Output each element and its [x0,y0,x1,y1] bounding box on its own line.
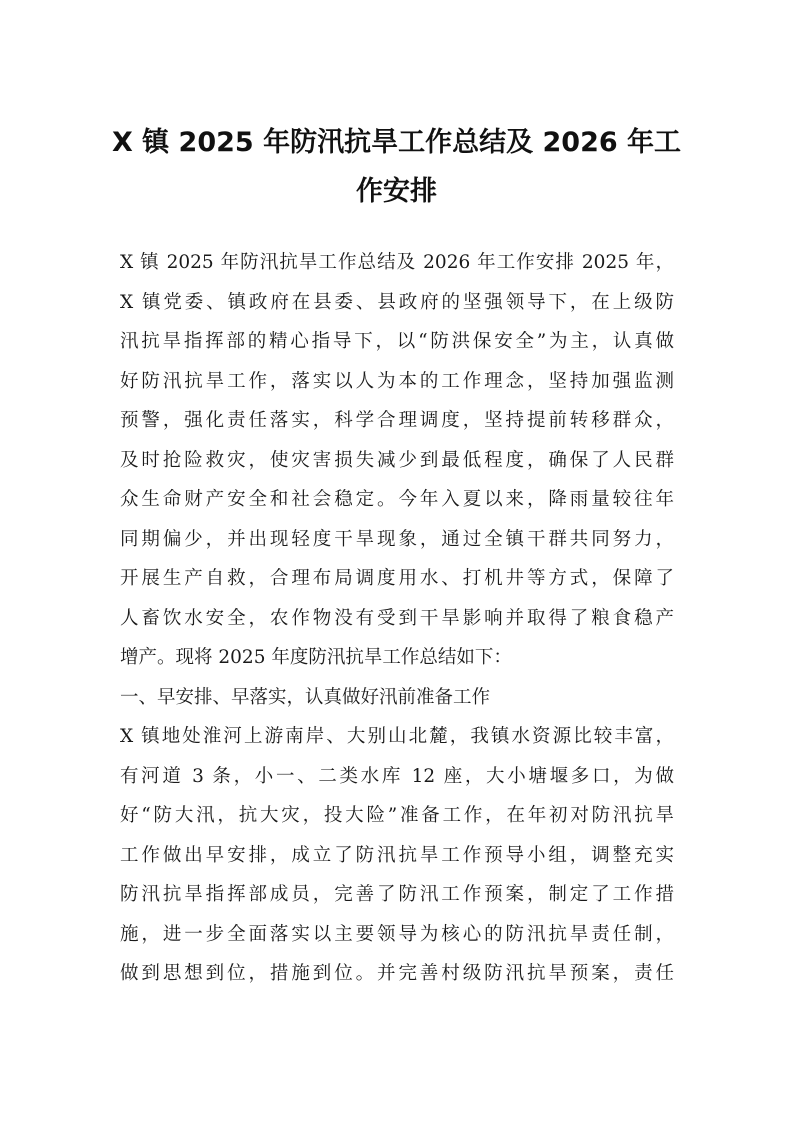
document-title-line-1: X 镇 2025 年防汛抗旱工作总结及 2026 年工 [111,127,682,158]
body-line: 人畜饮水安全，农作物没有受到干旱影响并取得了粮食稳产 [120,607,674,629]
body-line: X 镇 2025 年防汛抗旱工作总结及 2026 年工作安排 2025 年， [120,252,674,273]
body-line: 及时抢险救灾，使灾害损失减少到最低程度，确保了人民群 [120,449,674,471]
body-line: 众生命财产安全和社会稳定。今年入夏以来，降雨量较往年 [120,489,674,510]
body-line: 施，进一步全面落实以主要领导为核心的防汛抗旱责任制， [120,923,674,945]
body-line: 好“防大汛，抗大灾，投大险”准备工作，在年初对防汛抗旱 [120,805,674,826]
section-heading: 一、早安排、早落实，认真做好汛前准备工作 [120,686,491,708]
body-line: 增产。现将 2025 年度防汛抗旱工作总结如下： [120,647,512,668]
body-line: 工作做出早安排，成立了防汛抗旱工作预导小组，调整充实 [120,844,674,866]
body-line: 开展生产自救，合理布局调度用水、打机井等方式，保障了 [120,568,674,589]
document-body [120,243,674,994]
body-line: X 镇党委、镇政府在县委、县政府的坚强领导下，在上级防 [120,291,674,313]
body-line: 防汛抗旱指挥部成员，完善了防汛工作预案，制定了工作措 [120,884,674,905]
body-line: 做到思想到位，措施到位。并完善村级防汛抗旱预案，责任 [120,963,674,984]
body-line: 好防汛抗旱工作，落实以人为本的工作理念，坚持加强监测 [120,370,674,392]
document-title-line-2: 作安排 [356,176,437,207]
body-line: 汛抗旱指挥部的精心指导下，以“防洪保安全”为主，认真做 [120,331,674,352]
body-line: 同期偏少，并出现轻度干旱现象，通过全镇干群共同努力， [120,528,674,550]
body-line: 预警，强化责任落实，科学合理调度，坚持提前转移群众， [120,410,674,431]
body-line: 有河道 3 条，小一、二类水库 12 座，大小塘堰多口，为做 [120,765,674,787]
body-line: X 镇地处淮河上游南岸、大别山北麓，我镇水资源比较丰富， [120,726,674,747]
